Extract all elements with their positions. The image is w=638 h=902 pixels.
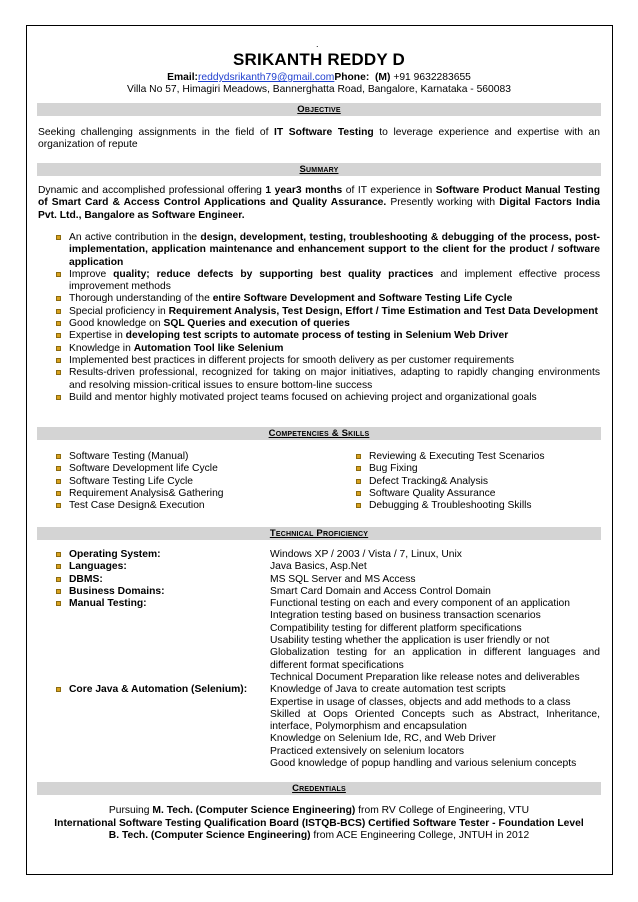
bullet-icon xyxy=(56,589,61,594)
tech-label xyxy=(38,586,165,598)
summary-bullet-run: and implement effective process improvement methods xyxy=(69,268,601,293)
credentials-heading: Credentials xyxy=(292,783,346,794)
bullet-icon xyxy=(56,272,61,277)
competency-label: Defect Tracking& Analysis xyxy=(369,475,489,487)
summary-bullet-run: Good knowledge on xyxy=(69,318,164,330)
bullet-icon xyxy=(56,454,61,459)
tech-label xyxy=(38,684,247,696)
tech-label xyxy=(38,561,127,573)
email-label: Email: xyxy=(167,72,198,83)
objective-text-bold: IT Software Testing xyxy=(274,127,374,138)
competency-label: Requirement Analysis& Gathering xyxy=(69,487,224,499)
tech-value-line: Usability testing whether the application is user friendly or not xyxy=(270,635,550,647)
summary-bullet-run: quality; reduce defects by supporting best quality practices xyxy=(113,268,434,280)
credential-line xyxy=(0,818,638,830)
competency-item xyxy=(38,451,224,463)
summary-bullet-item xyxy=(38,367,600,392)
technical-heading-bar xyxy=(37,527,601,540)
tech-values xyxy=(270,561,600,573)
credential-run: from ACE Engineering College, JNTUH in 2012 xyxy=(310,830,530,842)
summary-bullet-item xyxy=(38,318,600,330)
bullet-icon xyxy=(56,479,61,484)
tech-value-line: Windows XP / 2003 / Vista / 7, Linux, Unix xyxy=(270,549,462,560)
competency-label: Software Testing (Manual) xyxy=(69,451,189,462)
tech-values xyxy=(270,549,600,561)
bullet-icon xyxy=(56,577,61,582)
summary-bullet-run: Improve xyxy=(69,268,114,280)
credential-line xyxy=(0,805,638,817)
competency-label: Debugging & Troubleshooting Skills xyxy=(369,500,532,512)
credential-run: B. Tech. (Computer Science Engineering) xyxy=(108,830,311,842)
tech-values xyxy=(270,586,600,598)
objective-text-post: to leverage experience and expertise with an organization of repute xyxy=(38,127,600,151)
bullet-icon xyxy=(56,309,61,314)
tech-value-line: Good knowledge of popup handling and various selenium concepts xyxy=(270,758,577,770)
summary-bullet-run: Requirement Analysis, Test Design, Effort / Time Estimation and Test Data Development xyxy=(168,305,598,317)
bullet-icon xyxy=(56,296,61,301)
email-link[interactable]: reddydsrikanth79@gmail.com xyxy=(197,72,335,83)
competency-item xyxy=(338,476,545,488)
competency-item xyxy=(38,463,224,475)
objective-heading-bar xyxy=(37,103,601,116)
header-dot: . xyxy=(316,39,319,49)
summary-bullet-list xyxy=(38,232,600,404)
tech-value-line: Knowledge of Java to create automation test scripts xyxy=(270,684,506,696)
summary-bullet-run: SQL Queries and execution of queries xyxy=(163,318,350,330)
summary-intro-run: of IT experience in xyxy=(342,185,436,196)
summary-bullet-run: Automation Tool like Selenium xyxy=(133,342,284,354)
competencies-right-list xyxy=(338,451,545,512)
tech-label-text: Manual Testing: xyxy=(69,598,147,610)
bullet-icon xyxy=(356,454,361,459)
phone-type: (M) xyxy=(375,72,391,83)
bullet-icon xyxy=(56,370,61,375)
objective-text xyxy=(38,127,600,152)
summary-heading-bar xyxy=(37,163,601,176)
competencies-left-list xyxy=(38,451,224,512)
address: Villa No 57, Himagiri Meadows, Bannerghatta Road, Bangalore, Karnataka - 560083 xyxy=(127,84,511,95)
summary-bullet-item xyxy=(38,306,600,318)
competency-item xyxy=(338,451,545,463)
tech-label-text: Languages: xyxy=(69,561,127,573)
objective-heading: Objective xyxy=(297,104,341,115)
competency-item xyxy=(38,500,224,512)
competency-item xyxy=(38,476,224,488)
summary-bullet-item xyxy=(38,293,600,305)
summary-bullet-item xyxy=(38,392,600,404)
competency-label: Software Testing Life Cycle xyxy=(69,475,194,487)
competency-label: Software Development life Cycle xyxy=(69,463,218,475)
competency-item xyxy=(338,488,545,500)
summary-intro-run: Software Product Manual Testing of Smart Card & Access Control Applications and Quality Assurance. xyxy=(38,185,600,209)
summary-intro xyxy=(38,185,600,222)
summary-bullet-run: An active contribution in the xyxy=(69,232,201,243)
tech-value-line: Java Basics, Asp.Net xyxy=(270,561,367,573)
competency-item xyxy=(338,463,545,475)
tech-value-line: Smart Card Domain and Access Control Domain xyxy=(270,585,491,597)
bullet-icon xyxy=(56,358,61,363)
tech-value-line: Globalization testing for an application in different languages and different format specifications xyxy=(270,647,600,671)
tech-label xyxy=(38,574,103,586)
bullet-icon xyxy=(56,491,61,496)
objective-text-pre: Seeking challenging assignments in the field of xyxy=(38,127,275,138)
credentials-heading-bar xyxy=(37,782,601,795)
tech-value-line: Technical Document Preparation like release notes and deliverables xyxy=(270,671,580,683)
competencies-heading: Competencies & Skills xyxy=(268,428,370,439)
summary-bullet-run: Knowledge in xyxy=(69,342,134,354)
tech-value-line: Expertise in usage of classes, objects and add methods to a class xyxy=(270,696,571,708)
bullet-icon xyxy=(356,491,361,496)
bullet-icon xyxy=(56,346,61,351)
bullet-icon xyxy=(56,395,61,400)
summary-intro-run: Digital Factors India Pvt. Ltd., Bangalore as Software Engineer. xyxy=(38,197,600,221)
competency-label: Bug Fixing xyxy=(369,463,418,475)
credential-run: Pursuing xyxy=(108,805,153,816)
competency-item xyxy=(38,488,224,500)
summary-bullet-item xyxy=(38,355,600,367)
summary-intro-run: 1 year3 months xyxy=(265,185,343,196)
tech-values xyxy=(270,574,600,586)
tech-label-text: DBMS: xyxy=(69,573,103,585)
tech-value-line: MS SQL Server and MS Access xyxy=(270,573,416,585)
bullet-icon xyxy=(356,503,361,508)
summary-bullet-run: design, development, testing, troubleshooting & debugging of the process, post-implementation, application maintenance and enhancement support to the client for the product / software application xyxy=(69,232,600,268)
summary-intro-run: Dynamic and accomplished professional offering xyxy=(38,185,266,196)
tech-label xyxy=(38,549,161,561)
technical-heading: Technical Proficiency xyxy=(269,528,369,539)
bullet-icon xyxy=(56,235,61,240)
tech-values xyxy=(270,598,600,684)
tech-values xyxy=(270,684,600,770)
summary-bullet-item xyxy=(38,330,600,342)
bullet-icon xyxy=(56,687,61,692)
bullet-icon xyxy=(356,479,361,484)
bullet-icon xyxy=(56,503,61,508)
bullet-icon xyxy=(56,333,61,338)
candidate-name: SRIKANTH REDDY D xyxy=(233,50,405,69)
phone-label: Phone: xyxy=(334,72,370,83)
summary-bullet-run: Results-driven professional, recognized for taking on major initiatives, adapting to rapidly changing environments and resolving mission-critical issues to ensure bottom-line success xyxy=(69,367,600,391)
summary-bullet-item xyxy=(38,232,600,269)
competency-label: Reviewing & Executing Test Scenarios xyxy=(369,451,545,462)
summary-bullet-item xyxy=(38,269,600,294)
bullet-icon xyxy=(56,601,61,606)
tech-value-line: Compatibility testing for different platform specifications xyxy=(270,622,522,634)
tech-label xyxy=(38,598,147,610)
tech-value-line: Skilled at Oops Oriented Concepts such as Abstract, Inheritance, interface, Polymorphism and encapsulation xyxy=(270,708,600,733)
tech-value-line: Practiced extensively on selenium locators xyxy=(270,745,465,757)
competencies-heading-bar xyxy=(37,427,601,440)
bullet-icon xyxy=(56,552,61,557)
competency-label: Software Quality Assurance xyxy=(369,487,496,499)
summary-bullet-item xyxy=(38,343,600,355)
credential-run: M. Tech. (Computer Science Engineering) xyxy=(152,805,356,816)
tech-value-line: Knowledge on Selenium Ide, RC, and Web Driver xyxy=(270,733,496,745)
tech-label-text: Core Java & Automation (Selenium): xyxy=(69,684,248,696)
credential-line xyxy=(0,830,638,842)
summary-bullet-run: Build and mentor highly motivated project teams focused on achieving project and organizational goals xyxy=(69,391,537,403)
tech-label-text: Operating System: xyxy=(69,549,161,560)
summary-intro-run: Presently working with xyxy=(386,197,500,209)
tech-label-text: Business Domains: xyxy=(69,585,165,597)
summary-bullet-run: entire Software Development and Software Testing Life Cycle xyxy=(212,293,513,305)
summary-bullet-run: Implemented best practices in different projects for smooth delivery as per customer requirements xyxy=(69,354,515,366)
tech-value-line: Functional testing on each and every component of an application xyxy=(270,598,570,610)
bullet-icon xyxy=(56,321,61,326)
summary-bullet-run: Special proficiency in xyxy=(69,305,169,317)
phone-number: +91 9632283655 xyxy=(393,72,471,83)
credential-run: International Software Testing Qualification Board (ISTQB-BCS) Certified Software Tester - Foundation Level xyxy=(54,817,584,829)
summary-heading: Summary xyxy=(299,164,339,175)
summary-bullet-run: Expertise in xyxy=(69,330,126,342)
bullet-icon xyxy=(56,564,61,569)
competency-item xyxy=(338,500,545,512)
summary-bullet-run: Thorough understanding of the xyxy=(69,293,213,305)
credential-run: from RV College of Engineering, VTU xyxy=(355,805,530,816)
competency-label: Test Case Design& Execution xyxy=(69,500,205,512)
bullet-icon xyxy=(56,466,61,471)
tech-value-line: Integration testing based on business transaction scenarios xyxy=(270,610,541,622)
bullet-icon xyxy=(356,466,361,471)
summary-bullet-run: developing test scripts to automate process of testing in Selenium Web Driver xyxy=(125,330,509,342)
contact-line xyxy=(0,72,638,84)
